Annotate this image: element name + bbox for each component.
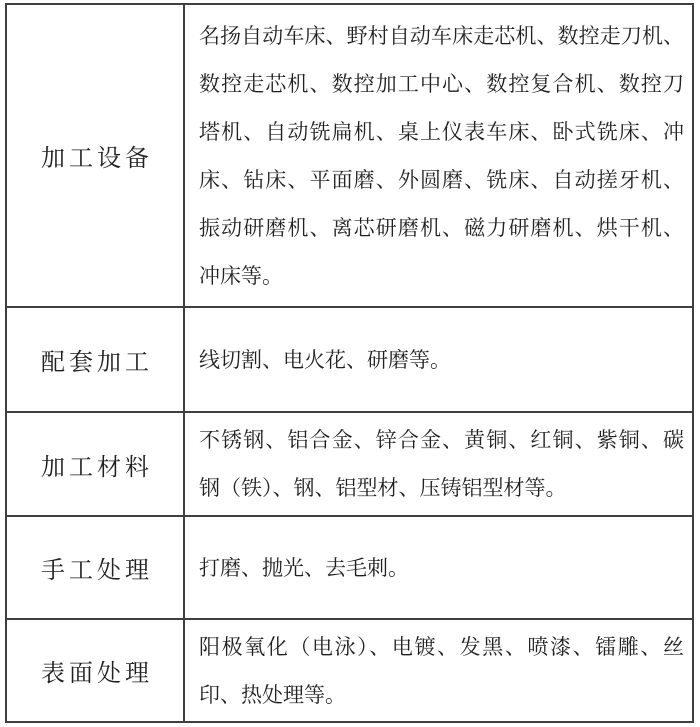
content-line: 振动研磨机、离芯研磨机、磁力研磨机、烘干机、: [199, 215, 684, 240]
content-line: 塔机、自动铣扁机、桌上仪表车床、卧式铣床、冲: [199, 119, 684, 144]
content-line: 阳极氧化（电泳）、电镀、发黑、喷漆、镭雕、丝: [199, 634, 684, 659]
content-line: 印、热处理等。: [199, 682, 346, 707]
row-content-cell: [185, 5, 692, 306]
content-lines: [199, 336, 684, 384]
content-line: 数控走芯机、数控加工中心、数控复合机、数控刀: [199, 71, 684, 96]
row-label-surface-treatment: 表面处理: [7, 620, 185, 721]
row-content-cell: [185, 517, 692, 618]
row-label-processing-materials: 加工材料: [7, 413, 185, 515]
table-row: [7, 308, 692, 413]
table-row: [7, 413, 692, 517]
table-row: [7, 517, 692, 620]
content-lines: [199, 416, 684, 512]
processing-capability-table: [5, 3, 694, 723]
row-content-cell: [185, 413, 692, 515]
content-lines: [199, 12, 684, 300]
content-line: 打磨、抛光、去毛刺。: [199, 555, 409, 580]
table-row: [7, 620, 692, 721]
content-line: 不锈钢、铝合金、锌合金、黄铜、红铜、紫铜、碳: [199, 428, 684, 452]
content-line: 名扬自动车床、野村自动车床走芯机、数控走刀机、: [199, 23, 684, 48]
row-content-cell: [185, 620, 692, 721]
row-content-cell: [185, 308, 692, 411]
table-row: [7, 5, 692, 308]
content-line: 钢（铁）、钢、铝型材、压铸铝型材等。: [199, 476, 567, 500]
row-label-processing-equipment: 加工设备: [7, 5, 185, 306]
content-line: 床、钻床、平面磨、外圆磨、铣床、自动搓牙机、: [199, 167, 684, 192]
content-lines: [199, 544, 684, 592]
content-line: 冲床等。: [199, 263, 283, 288]
content-line: 线切割、电火花、研磨等。: [199, 347, 451, 372]
row-label-supporting-processing: 配套加工: [7, 308, 185, 411]
row-label-manual-processing: 手工处理: [7, 517, 185, 618]
content-lines: [199, 623, 684, 719]
